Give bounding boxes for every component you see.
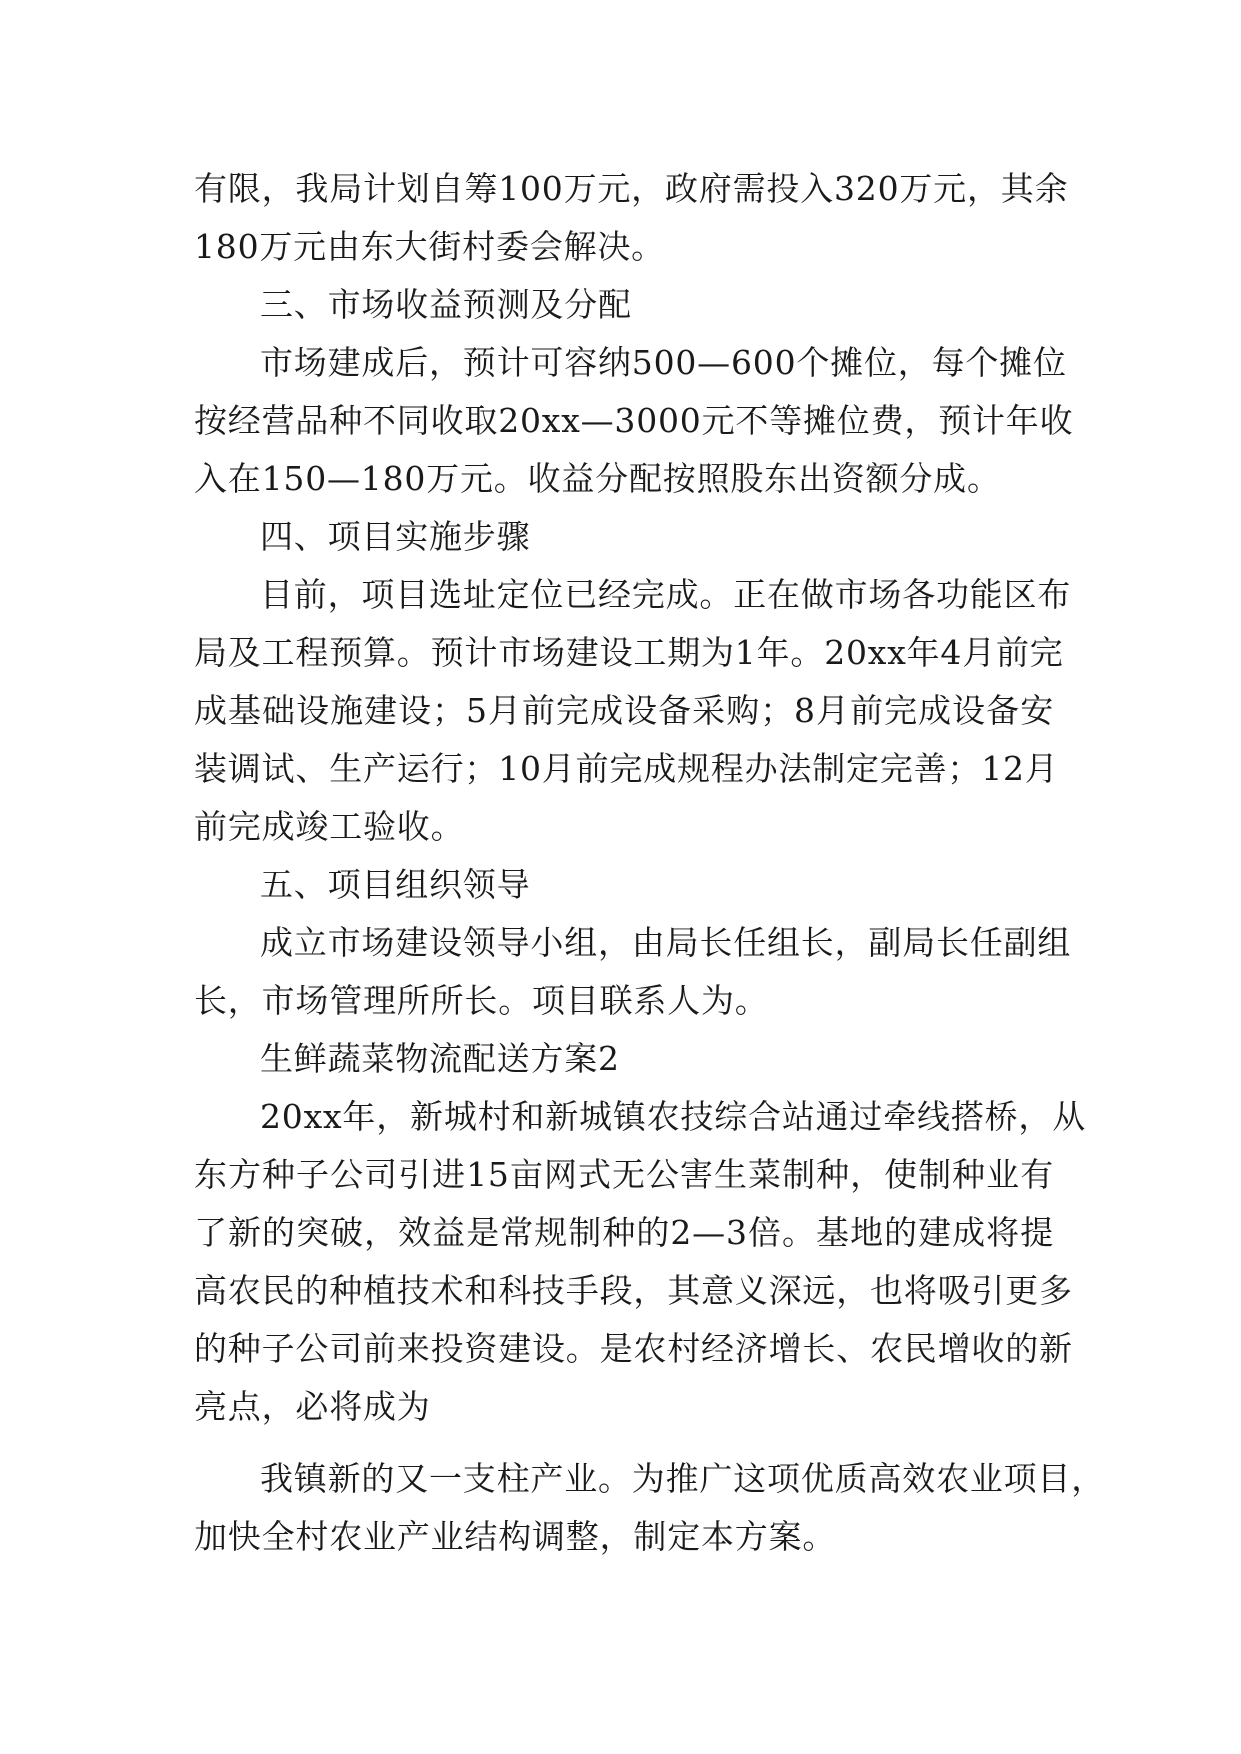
text-line-22: 亮点，必将成为 — [194, 1387, 431, 1426]
section-heading-3: 三、市场收益预测及分配 — [260, 285, 632, 324]
text-line-20: 高农民的种植技术和科技手段，其意义深远，也将吸引更多 — [194, 1271, 1073, 1310]
section-heading-4: 四、项目实施步骤 — [260, 517, 531, 556]
text-line-18: 东方种子公司引进15亩网式无公害生菜制种，使制种业有 — [194, 1155, 1054, 1194]
text-line-14: 成立市场建设领导小组，由局长任组长，副局长任副组 — [260, 923, 1072, 962]
text-line-12: 前完成竣工验收。 — [194, 807, 465, 846]
text-line-6: 入在150—180万元。收益分配按照股东出资额分成。 — [194, 459, 1001, 498]
text-line-10: 成基础设施建设；5月前完成设备采购；8月前完成设备安 — [194, 691, 1054, 730]
text-line-19: 了新的突破，效益是常规制种的2—3倍。基地的建成将提 — [194, 1213, 1054, 1252]
text-line-9: 局及工程预算。预计市场建设工期为1年。20xx年4月前完 — [194, 633, 1064, 672]
document-subtitle: 生鲜蔬菜物流配送方案2 — [260, 1039, 620, 1078]
text-line-21: 的种子公司前来投资建设。是农村经济增长、农民增收的新 — [194, 1329, 1073, 1368]
text-line-1: 有限，我局计划自筹100万元，政府需投入320万元，其余 — [194, 169, 1069, 208]
text-line-15: 长，市场管理所所长。项目联系人为。 — [194, 981, 769, 1020]
text-line-24: 加快全村农业产业结构调整，制定本方案。 — [194, 1517, 837, 1556]
text-line-17: 20xx年，新城村和新城镇农技综合站通过牵线搭桥，从 — [260, 1097, 1087, 1136]
text-line-4: 市场建成后，预计可容纳500—600个摊位，每个摊位 — [260, 343, 1067, 382]
text-line-23: 我镇新的又一支柱产业。为推广这项优质高效农业项目， — [260, 1459, 1105, 1498]
text-line-2: 180万元由东大街村委会解决。 — [194, 227, 665, 266]
text-line-5: 按经营品种不同收取20xx—3000元不等摊位费，预计年收 — [194, 401, 1074, 440]
section-heading-5: 五、项目组织领导 — [260, 865, 531, 904]
text-line-11: 装调试、生产运行；10月前完成规程办法制定完善；12月 — [194, 749, 1059, 788]
text-line-8: 目前，项目选址定位已经完成。正在做市场各功能区布 — [260, 575, 1072, 614]
